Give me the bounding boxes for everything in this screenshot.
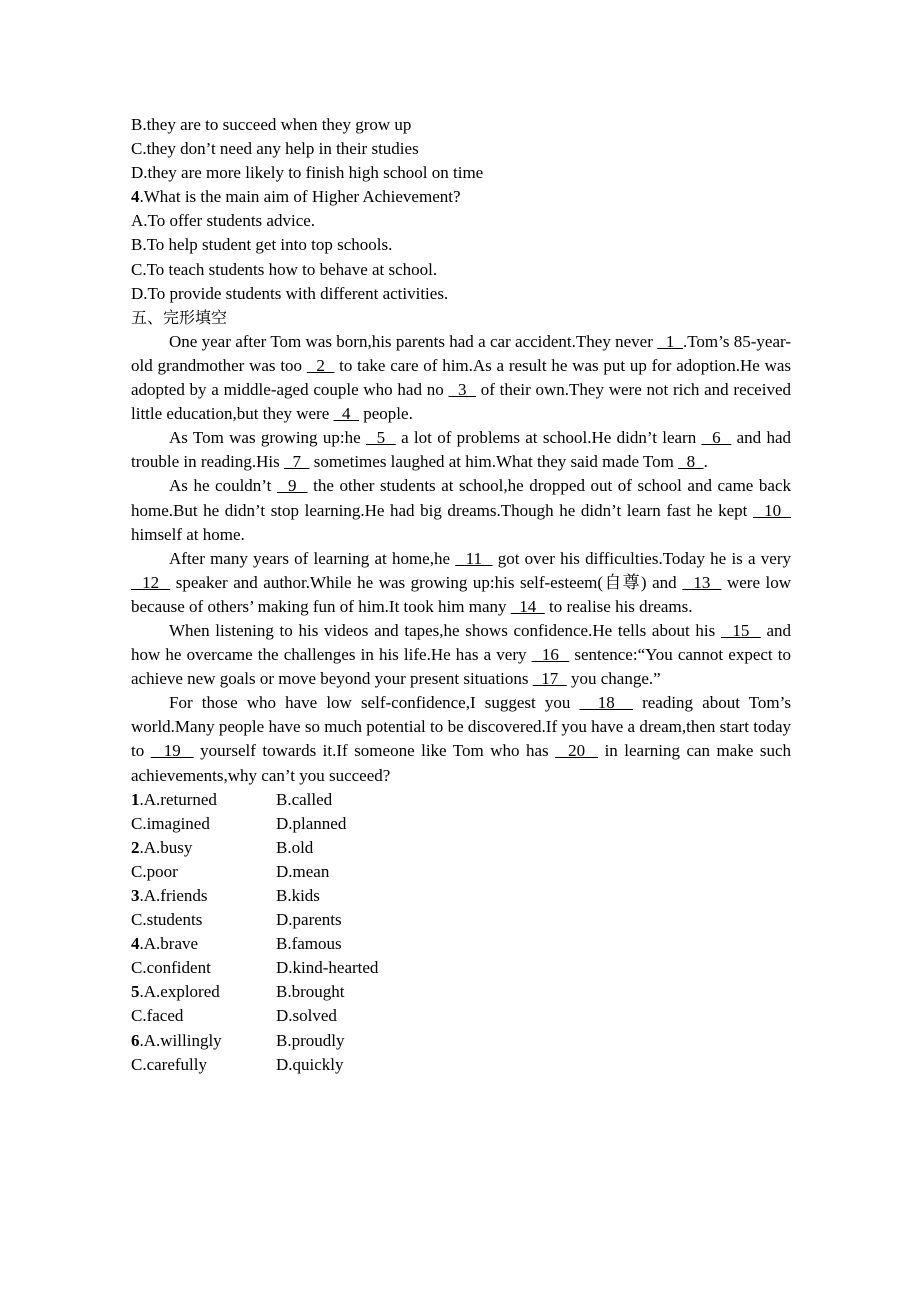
passage-text: the other students at school,he dropped out of school and came back home.But he didn’t stop learning.He had big dreams.Though he didn’t learn fast he kept [131,476,791,520]
blank-2: 2 [306,355,335,375]
option-number: 4 [131,934,140,954]
option-text: .A.brave [139,934,199,954]
passage-text: to realise his dreams. [544,596,693,616]
passage-text: you change.” [566,669,661,689]
blank-13: 13 [682,572,722,592]
option-1-d: D.planned [276,813,347,833]
option-4-a [131,932,276,956]
q4-option-a: A.To offer students advice. [131,211,316,231]
option-3-a [131,884,276,908]
blank-1: 1 [657,331,683,351]
question-text: .What is the main aim of Higher Achievement? [139,187,461,207]
passage-paragraph-2 [131,426,791,474]
blank-6: 6 [701,428,732,448]
blank-4: 4 [333,404,360,424]
option-6-d: D.quickly [276,1054,344,1074]
blank-12: 12 [131,572,171,592]
passage-text: sentence:“You cannot expect to achieve new goals or move beyond your present situations [131,645,792,689]
question-4-stem [131,185,791,209]
option-number: 6 [131,1030,140,1050]
option-5-d: D.solved [276,1006,337,1026]
passage-text: One year after Tom was born,his parents had a car accident.They never [169,331,658,351]
option-3-b: B.kids [276,886,320,905]
passage-text: and had trouble in reading.His [131,428,792,472]
section-title: 五、完形填空 [131,307,228,327]
option-text: .A.friends [139,886,208,905]
passage-text: himself at home. [131,524,245,544]
q3-option-d: D.they are more likely to finish high school on time [131,163,484,183]
option-4-c: C.confident [131,958,211,978]
passage-text: to take care of him.As a result he was put up for adoption.He was adopted by a middle-aged couple who had no [131,355,792,400]
option-1-b: B.called [276,789,333,809]
option-6-b: B.proudly [276,1030,345,1050]
passage-text: After many years of learning at home,he [169,548,456,568]
passage-text: sometimes laughed at him.What they said made Tom [309,452,679,472]
question-number: 4 [131,187,140,207]
blank-20: 20 [555,741,599,761]
passage-paragraph-1 [131,330,791,426]
blank-17: 17 [532,669,567,689]
q4-option-b: B.To help student get into top schools. [131,235,393,255]
passage-text: were low because of others’ making fun of him.It took him many [131,572,792,616]
option-text: .A.willingly [139,1030,222,1050]
blank-19: 19 [150,741,194,761]
option-5-b: B.brought [276,982,345,1002]
blank-8: 8 [678,452,704,472]
option-4-b: B.famous [276,934,342,954]
option-1-c: C.imagined [131,813,210,833]
passage-text: reading about Tom’s world.Many people have so much potential to be discovered.If you have a dream,then start today to [131,693,791,761]
passage-paragraph-3 [131,474,791,546]
option-number: 2 [131,837,140,857]
passage-text: yourself towards it.If someone like Tom who has [193,741,556,761]
q4-option-d: D.To provide students with different activities. [131,283,449,303]
q3-option-c: C.they don’t need any help in their studies [131,139,419,159]
option-number: 5 [131,982,140,1002]
option-5-c: C.faced [131,1006,184,1026]
option-1-a [131,788,276,812]
passage-paragraph-5 [131,619,791,691]
option-4-d: D.kind-hearted [276,958,379,978]
blank-16: 16 [531,645,570,665]
passage-text: in learning can make such achievements,why can’t you succeed? [131,741,792,785]
blank-14: 14 [510,596,545,616]
option-number: 3 [131,886,140,905]
passage-text: .Tom’s 85-year-old grandmother was too [131,331,791,375]
passage-text: got over his difficulties.Today he is a very [492,548,791,568]
option-6-a [131,1029,276,1053]
option-text: .A.returned [139,789,217,809]
passage-paragraph-6 [131,691,791,787]
passage-text: As Tom was growing up:he [169,428,366,448]
passage-text: people. [359,404,413,424]
q4-option-c: C.To teach students how to behave at school. [131,259,438,279]
option-6-c: C.carefully [131,1054,207,1074]
blank-9: 9 [276,476,308,496]
q3-option-b: B.they are to succeed when they grow up [131,115,412,134]
document-page [131,113,791,1077]
option-2-a [131,836,276,860]
option-2-b: B.old [276,837,314,857]
passage-text: of their own.They were not rich and received little education,but they were [131,380,791,424]
option-5-a [131,980,276,1004]
passage-text: . [703,452,708,472]
option-3-c: C.students [131,910,203,930]
blank-5: 5 [365,428,396,448]
option-2-c: C.poor [131,861,178,881]
blank-7: 7 [283,452,310,472]
blank-15: 15 [720,620,761,640]
blank-10: 10 [752,500,792,520]
option-2-d: D.mean [276,861,330,881]
answer-options [131,788,791,1077]
passage-text: When listening to his videos and tapes,he shows confidence.He tells about his [169,620,721,640]
passage-text: and how he overcame the challenges in his life.He has a very [131,620,792,665]
passage-text: For those who have low self-confidence,I suggest you [169,693,580,713]
passage-text: a lot of problems at school.He didn’t learn [395,428,702,448]
passage-text: speaker and author.While he was growing up:his self-esteem(自尊) and [170,572,683,592]
option-3-d: D.parents [276,910,342,930]
blank-18: 18 [579,693,633,713]
option-number: 1 [131,789,140,809]
option-text: .A.explored [139,982,220,1002]
option-text: .A.busy [139,837,193,857]
blank-11: 11 [455,548,493,568]
passage-text: As he couldn’t [169,476,277,496]
passage-paragraph-4 [131,547,791,619]
blank-3: 3 [448,380,476,400]
